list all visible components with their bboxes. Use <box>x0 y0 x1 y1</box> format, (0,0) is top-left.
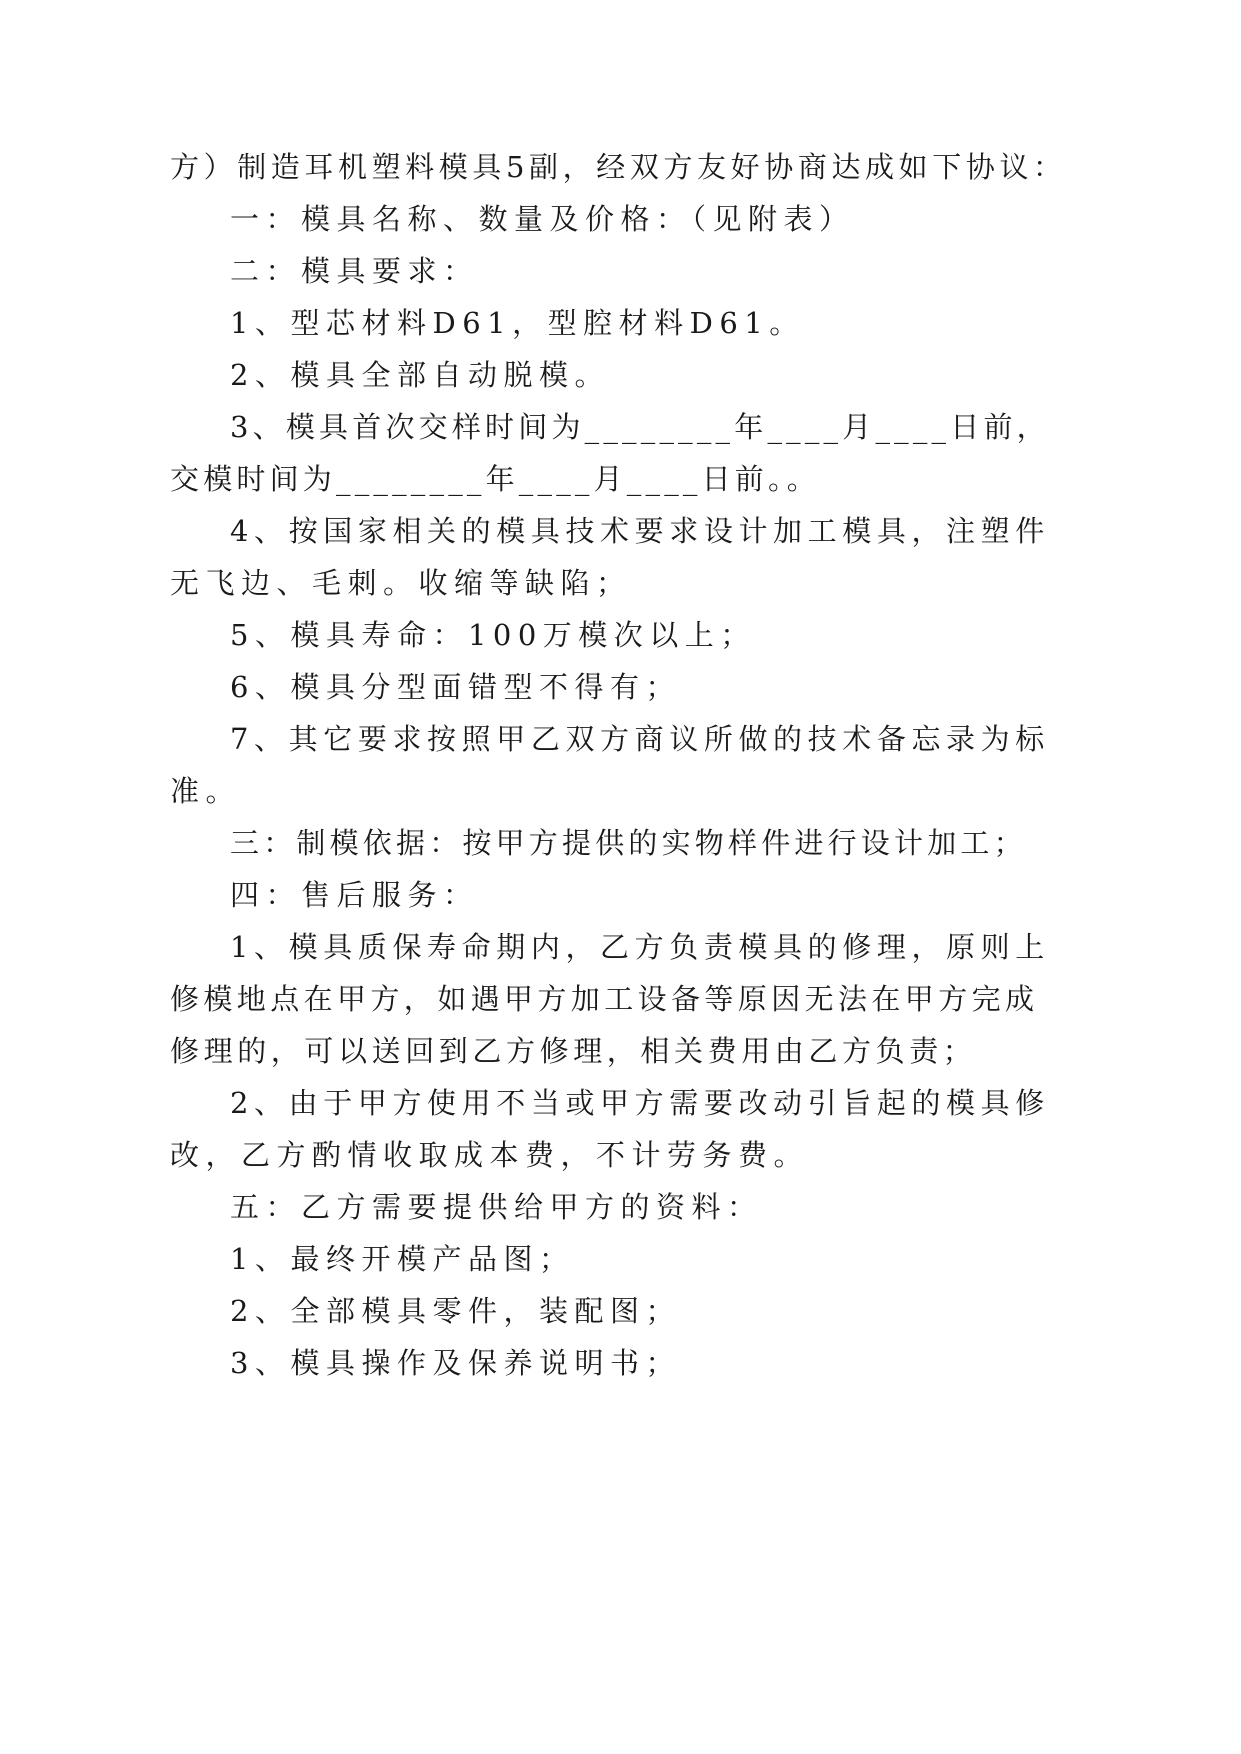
text-line: 2、由于甲方使用不当或甲方需要改动引旨起的模具修 <box>230 1086 1050 1120</box>
text-line: 2、模具全部自动脱模。 <box>230 358 610 392</box>
text-line: 一：模具名称、数量及价格：（见附表） <box>230 202 855 236</box>
text-line: 5、模具寿命：100万模次以上； <box>230 618 756 652</box>
text-line: 4、按国家相关的模具技术要求设计加工模具，注塑件 <box>230 514 1050 548</box>
text-line: 五：乙方需要提供给甲方的资料： <box>230 1190 763 1224</box>
text-line: 3、模具首次交样时间为________年____月____日前， <box>230 410 1050 444</box>
text-line: 6、模具分型面错型不得有； <box>230 670 681 704</box>
text-line: 1、模具质保寿命期内，乙方负责模具的修理，原则上 <box>230 930 1050 964</box>
text-line: 准。 <box>170 774 242 808</box>
text-line: 交模时间为________年____月____日前。。 <box>170 462 820 496</box>
text-line: 二：模具要求： <box>230 254 479 288</box>
text-line: 1、型芯材料D61，型腔材料D61。 <box>230 306 805 340</box>
text-line: 3、模具操作及保养说明书； <box>230 1346 681 1380</box>
text-line: 改，乙方酌情收取成本费，不计劳务费。 <box>170 1138 810 1172</box>
text-line: 1、最终开模产品图； <box>230 1242 575 1276</box>
text-line: 三：制模依据：按甲方提供的实物样件进行设计加工； <box>230 826 1027 860</box>
text-line: 修理的，可以送回到乙方修理，相关费用由乙方负责； <box>170 1034 977 1068</box>
text-line: 四：售后服务： <box>230 878 479 912</box>
text-line: 无飞边、毛刺。收缩等缺陷； <box>170 566 632 600</box>
text-line: 修模地点在甲方，如遇甲方加工设备等原因无法在甲方完成 <box>170 982 1039 1016</box>
text-line: 方）制造耳机塑料模具5副，经双方友好协商达成如下协议： <box>170 150 1067 184</box>
text-line: 7、其它要求按照甲乙双方商议所做的技术备忘录为标 <box>230 722 1050 756</box>
text-line: 2、全部模具零件，装配图； <box>230 1294 681 1328</box>
